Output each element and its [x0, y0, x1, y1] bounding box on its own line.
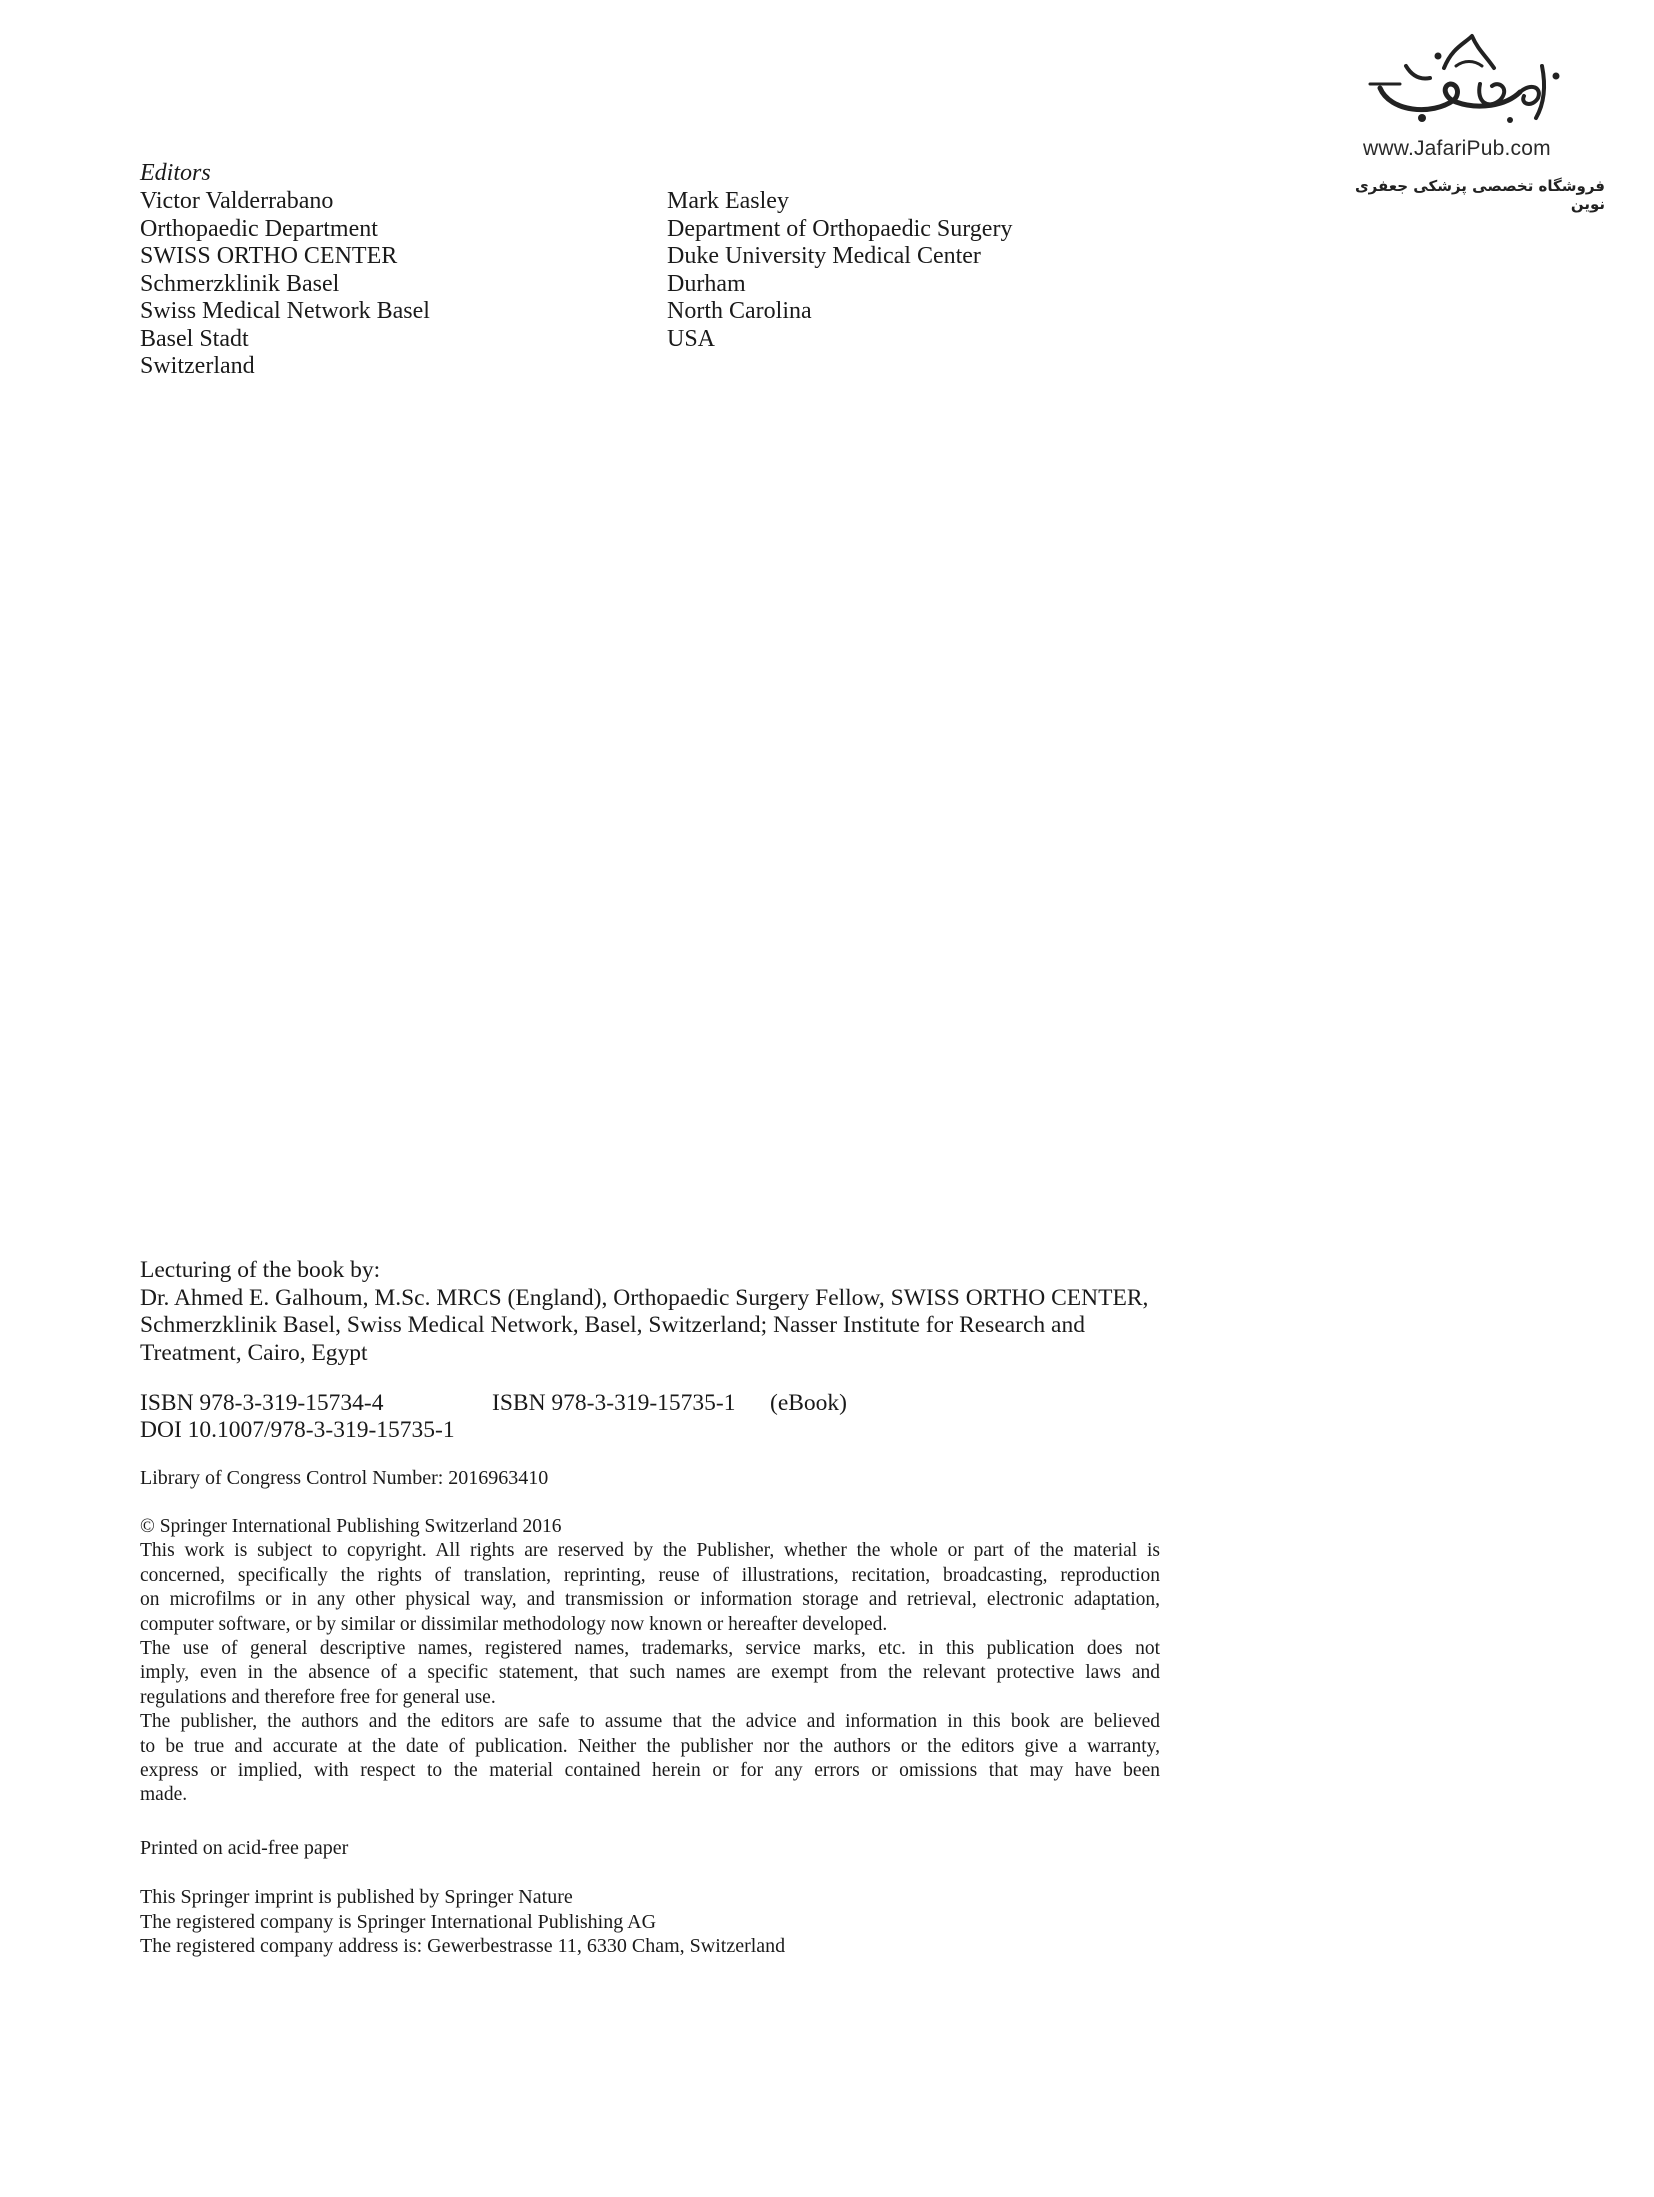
legal-line: The use of general descriptive names, registered names, trademarks, service marks, etc. in this publication does not — [140, 1638, 1160, 1660]
watermark-url: www.JafariPub.com — [1363, 137, 1551, 160]
copyright-notice: © Springer International Publishing Switzerland 2016 — [140, 1516, 562, 1537]
isbn-line — [140, 1390, 847, 1417]
legal-line: concerned, specifically the rights of translation, reprinting, reuse of illustrations, recitation, broadcasting, reproduction — [140, 1564, 1160, 1586]
editor-left-line: SWISS ORTHO CENTER — [140, 243, 398, 269]
editor-right-line: Mark Easley — [667, 188, 789, 214]
editor-right-line: USA — [667, 325, 716, 352]
imprint-line: The registered company is Springer International Publishing AG — [140, 1910, 657, 1933]
editor-right-column — [667, 188, 1012, 353]
isbn-print: ISBN 978-3-319-15734-4 — [140, 1390, 384, 1416]
editor-right-line: Durham — [667, 270, 746, 297]
editor-left-line: Victor Valderrabano — [140, 188, 334, 214]
editor-left-line: Basel Stadt — [140, 325, 249, 352]
jafari-calligraphy-logo-icon — [1360, 26, 1570, 136]
editor-right-line: Duke University Medical Center — [667, 243, 981, 269]
lccn: Library of Congress Control Number: 2016963410 — [140, 1467, 549, 1489]
lecturing-line: Dr. Ahmed E. Galhoum, M.Sc. MRCS (England), Orthopaedic Surgery Fellow, SWISS ORTHO CENTER, — [140, 1284, 1149, 1311]
legal-line: The publisher, the authors and the editors are safe to assume that the advice and information in this book are believed — [140, 1711, 1160, 1733]
legal-line: imply, even in the absence of a specific statement, that such names are exempt from the relevant protective laws and — [140, 1662, 1160, 1684]
publisher-watermark — [1320, 20, 1620, 213]
lecturing-line: Schmerzklinik Basel, Swiss Medical Network, Basel, Switzerland; Nasser Institute for Research and — [140, 1312, 1085, 1338]
editors-heading: Editors — [140, 160, 211, 186]
lecturing-block — [140, 1257, 1165, 1367]
legal-line: regulations and therefore free for general use. — [140, 1686, 496, 1708]
ebook-label: (eBook) — [770, 1390, 848, 1416]
legal-line: on microfilms or in any other physical way, and transmission or information storage and retrieval, electronic adaptation, — [140, 1589, 1160, 1611]
legal-text — [140, 1539, 1160, 1807]
legal-line: made. — [140, 1784, 188, 1806]
lecturing-line: Treatment, Cairo, Egypt — [140, 1339, 368, 1366]
editor-left-line: Orthopaedic Department — [140, 215, 378, 242]
paper-note: Printed on acid-free paper — [140, 1837, 349, 1859]
editor-right-line: Department of Orthopaedic Surgery — [667, 215, 1013, 242]
watermark-tagline: فروشگاه تخصصی پزشکی جعفری نوین — [1354, 177, 1605, 213]
imprint-block — [140, 1885, 785, 1959]
doi: DOI 10.1007/978-3-319-15735-1 — [140, 1417, 455, 1443]
legal-line: computer software, or by similar or dissimilar methodology now known or hereafter developed. — [140, 1613, 888, 1635]
editor-left-column — [140, 188, 430, 381]
isbn-ebook: ISBN 978-3-319-15735-1 — [492, 1390, 736, 1416]
editor-left-line: Swiss Medical Network Basel — [140, 298, 430, 324]
legal-line: express or implied, with respect to the material contained herein or for any errors or omissions that may have been — [140, 1760, 1160, 1782]
legal-block — [140, 1515, 1160, 1808]
editor-left-line: Switzerland — [140, 353, 255, 379]
lecturing-line: Lecturing of the book by: — [140, 1257, 381, 1283]
legal-line: to be true and accurate at the date of publication. Neither the publisher nor the authors or the editors give a warranty, — [140, 1735, 1160, 1757]
imprint-line: This Springer imprint is published by Springer Nature — [140, 1886, 573, 1908]
legal-line: This work is subject to copyright. All rights are reserved by the Publisher, whether the whole or part of the material is — [140, 1540, 1160, 1562]
editor-left-line: Schmerzklinik Basel — [140, 270, 340, 297]
editor-right-line: North Carolina — [667, 298, 812, 324]
imprint-line: The registered company address is: Gewerbestrasse 11, 6330 Cham, Switzerland — [140, 1935, 786, 1957]
